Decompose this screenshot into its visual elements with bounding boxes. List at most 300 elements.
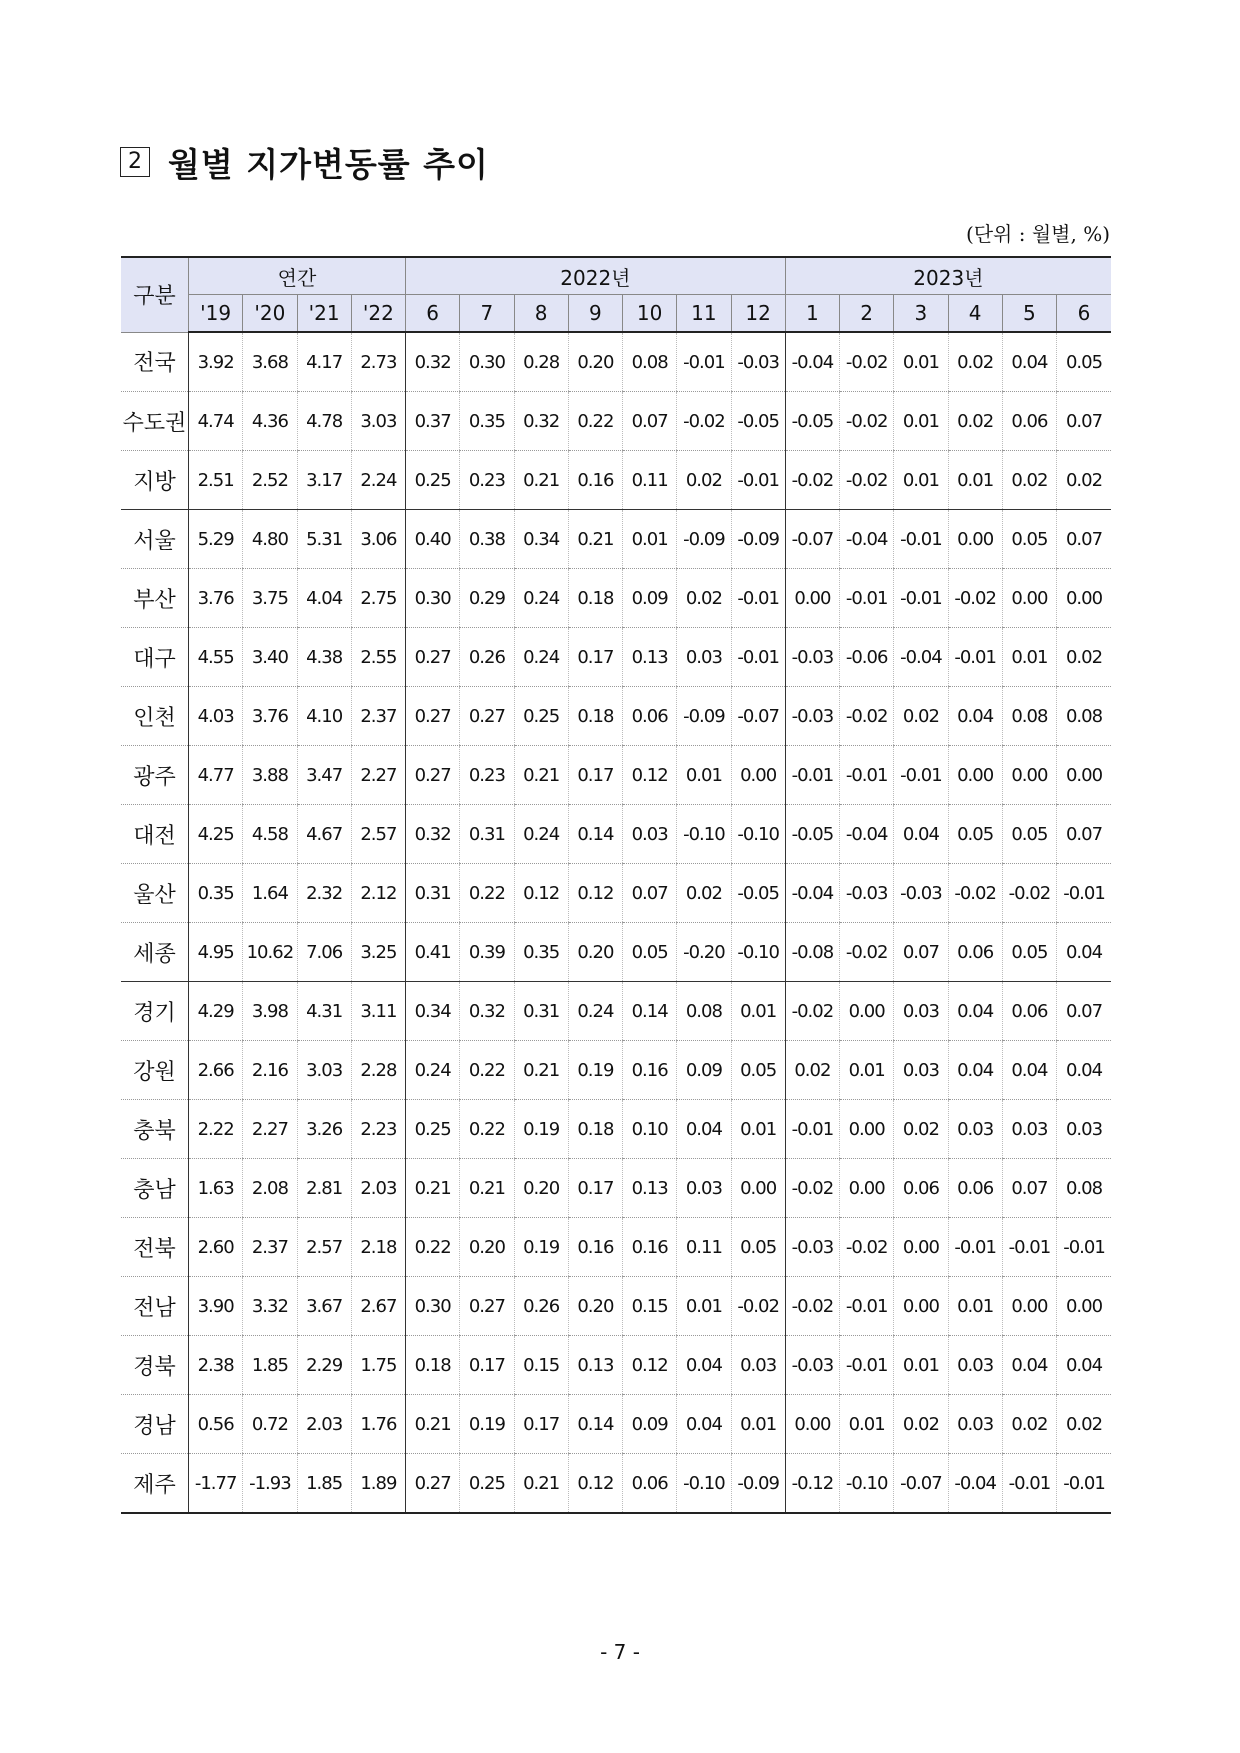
section-number-box: 2: [120, 147, 150, 177]
region-label: 대전: [121, 805, 189, 864]
value-cell: 2.23: [351, 1100, 405, 1159]
value-cell: -0.06: [840, 628, 894, 687]
value-cell: 0.25: [514, 687, 568, 746]
value-cell: 4.03: [189, 687, 243, 746]
value-cell: 2.16: [243, 1041, 297, 1100]
value-cell: 5.29: [189, 510, 243, 569]
table-row: [121, 332, 1111, 392]
value-cell: 0.08: [1057, 1159, 1112, 1218]
value-cell: -0.10: [677, 805, 731, 864]
unit-note: (단위 : 월별, %): [965, 222, 1110, 246]
value-cell: 0.07: [1057, 805, 1112, 864]
value-cell: 0.04: [1002, 1041, 1056, 1100]
value-cell: 0.00: [894, 1277, 948, 1336]
value-cell: 2.24: [351, 451, 405, 510]
value-cell: -0.10: [731, 805, 785, 864]
region-label: 경기: [121, 982, 189, 1041]
value-cell: 0.31: [406, 864, 460, 923]
value-cell: 0.04: [1002, 332, 1056, 392]
value-cell: 0.12: [514, 864, 568, 923]
value-cell: 0.04: [894, 805, 948, 864]
value-cell: 2.28: [351, 1041, 405, 1100]
value-cell: 0.03: [948, 1100, 1002, 1159]
value-cell: -0.01: [1057, 1454, 1112, 1514]
value-cell: 1.63: [189, 1159, 243, 1218]
value-cell: 0.16: [623, 1041, 677, 1100]
value-cell: 0.17: [460, 1336, 514, 1395]
value-cell: -0.01: [840, 746, 894, 805]
value-cell: 0.22: [568, 392, 622, 451]
value-cell: 0.21: [406, 1159, 460, 1218]
value-cell: 0.01: [840, 1041, 894, 1100]
value-cell: -0.04: [785, 864, 839, 923]
value-cell: 0.02: [677, 864, 731, 923]
value-cell: 0.31: [460, 805, 514, 864]
value-cell: -0.02: [677, 392, 731, 451]
value-cell: 0.27: [460, 1277, 514, 1336]
value-cell: 0.14: [623, 982, 677, 1041]
value-cell: 0.14: [568, 1395, 622, 1454]
value-cell: 0.16: [568, 1218, 622, 1277]
subheader-row: [121, 295, 1111, 333]
value-cell: 0.04: [1057, 923, 1112, 982]
value-cell: 0.40: [406, 510, 460, 569]
value-cell: -0.04: [840, 510, 894, 569]
value-cell: 0.22: [460, 1100, 514, 1159]
value-cell: 0.06: [623, 687, 677, 746]
value-cell: -0.01: [677, 332, 731, 392]
value-cell: 0.19: [568, 1041, 622, 1100]
value-cell: 0.35: [189, 864, 243, 923]
value-cell: 0.32: [406, 805, 460, 864]
table-row: [121, 687, 1111, 746]
table-row: [121, 1159, 1111, 1218]
value-cell: -0.05: [785, 805, 839, 864]
value-cell: 0.06: [948, 923, 1002, 982]
value-cell: -0.01: [840, 1277, 894, 1336]
value-cell: 0.02: [894, 1100, 948, 1159]
value-cell: 0.21: [406, 1395, 460, 1454]
value-cell: -0.10: [731, 923, 785, 982]
column-header: 5: [1002, 295, 1056, 333]
value-cell: 0.03: [948, 1336, 1002, 1395]
value-cell: -0.01: [894, 569, 948, 628]
value-cell: 0.07: [894, 923, 948, 982]
value-cell: 4.80: [243, 510, 297, 569]
value-cell: -0.03: [785, 628, 839, 687]
value-cell: 0.34: [406, 982, 460, 1041]
value-cell: 0.06: [948, 1159, 1002, 1218]
value-cell: 0.20: [568, 1277, 622, 1336]
value-cell: 0.01: [840, 1395, 894, 1454]
value-cell: 0.07: [1057, 982, 1112, 1041]
value-cell: -0.04: [948, 1454, 1002, 1514]
value-cell: 0.18: [568, 1100, 622, 1159]
land-price-table: [121, 256, 1111, 1514]
value-cell: 0.02: [1057, 451, 1112, 510]
value-cell: 0.39: [460, 923, 514, 982]
value-cell: 0.01: [677, 746, 731, 805]
value-cell: 0.04: [948, 687, 1002, 746]
value-cell: 0.13: [568, 1336, 622, 1395]
value-cell: 0.18: [568, 569, 622, 628]
value-cell: 0.19: [514, 1100, 568, 1159]
value-cell: 0.01: [948, 1277, 1002, 1336]
value-cell: 2.51: [189, 451, 243, 510]
table-row: [121, 1041, 1111, 1100]
section-title: 월별 지가변동률 추이: [168, 144, 489, 184]
value-cell: 0.02: [677, 451, 731, 510]
value-cell: 0.15: [623, 1277, 677, 1336]
value-cell: 0.05: [1002, 510, 1056, 569]
value-cell: 5.31: [297, 510, 351, 569]
value-cell: -0.09: [731, 1454, 785, 1514]
region-label: 전북: [121, 1218, 189, 1277]
region-label: 충남: [121, 1159, 189, 1218]
value-cell: 0.05: [1002, 805, 1056, 864]
value-cell: -0.08: [785, 923, 839, 982]
value-cell: 0.24: [514, 628, 568, 687]
group-header-annual: 연간: [189, 257, 406, 295]
value-cell: 0.12: [568, 864, 622, 923]
value-cell: 0.31: [514, 982, 568, 1041]
value-cell: 0.03: [948, 1395, 1002, 1454]
value-cell: 0.02: [1002, 451, 1056, 510]
value-cell: 0.07: [1057, 510, 1112, 569]
value-cell: -0.02: [840, 392, 894, 451]
value-cell: 0.20: [568, 923, 622, 982]
value-cell: -0.09: [677, 510, 731, 569]
value-cell: 0.05: [731, 1041, 785, 1100]
value-cell: 0.20: [460, 1218, 514, 1277]
value-cell: 0.27: [406, 687, 460, 746]
value-cell: 4.10: [297, 687, 351, 746]
value-cell: -0.02: [785, 451, 839, 510]
value-cell: 0.24: [514, 569, 568, 628]
value-cell: 0.22: [460, 1041, 514, 1100]
value-cell: 1.85: [243, 1336, 297, 1395]
value-cell: -0.02: [948, 569, 1002, 628]
table-row: [121, 392, 1111, 451]
value-cell: -0.03: [785, 1218, 839, 1277]
column-header: 6: [406, 295, 460, 333]
value-cell: 0.19: [514, 1218, 568, 1277]
value-cell: 0.22: [406, 1218, 460, 1277]
value-cell: -0.05: [785, 392, 839, 451]
value-cell: 0.30: [460, 332, 514, 392]
value-cell: 4.29: [189, 982, 243, 1041]
value-cell: 0.14: [568, 805, 622, 864]
value-cell: -0.02: [948, 864, 1002, 923]
value-cell: 0.15: [514, 1336, 568, 1395]
value-cell: 0.02: [948, 332, 1002, 392]
value-cell: 0.01: [894, 1336, 948, 1395]
category-header: 구분: [121, 257, 189, 332]
value-cell: 0.00: [1002, 746, 1056, 805]
column-header: 2: [840, 295, 894, 333]
value-cell: 0.02: [677, 569, 731, 628]
value-cell: 0.03: [894, 1041, 948, 1100]
value-cell: 0.02: [894, 687, 948, 746]
table-row: [121, 1100, 1111, 1159]
value-cell: 0.04: [1057, 1041, 1112, 1100]
value-cell: 2.03: [297, 1395, 351, 1454]
value-cell: -0.04: [894, 628, 948, 687]
value-cell: 0.01: [731, 1395, 785, 1454]
value-cell: 0.04: [677, 1336, 731, 1395]
value-cell: 1.76: [351, 1395, 405, 1454]
value-cell: 0.06: [623, 1454, 677, 1514]
value-cell: 4.78: [297, 392, 351, 451]
value-cell: 0.05: [1057, 332, 1112, 392]
value-cell: 3.17: [297, 451, 351, 510]
value-cell: -0.02: [785, 1277, 839, 1336]
value-cell: 2.08: [243, 1159, 297, 1218]
value-cell: 3.92: [189, 332, 243, 392]
value-cell: 0.20: [514, 1159, 568, 1218]
value-cell: 3.11: [351, 982, 405, 1041]
value-cell: 0.00: [731, 746, 785, 805]
value-cell: 10.62: [243, 923, 297, 982]
value-cell: 0.27: [406, 746, 460, 805]
value-cell: -0.02: [840, 687, 894, 746]
value-cell: 4.25: [189, 805, 243, 864]
value-cell: 0.17: [568, 746, 622, 805]
value-cell: 0.18: [406, 1336, 460, 1395]
value-cell: 0.21: [514, 746, 568, 805]
value-cell: 2.27: [243, 1100, 297, 1159]
value-cell: 3.03: [297, 1041, 351, 1100]
region-label: 지방: [121, 451, 189, 510]
value-cell: 0.00: [840, 1100, 894, 1159]
value-cell: 0.16: [568, 451, 622, 510]
value-cell: 0.01: [1002, 628, 1056, 687]
value-cell: 4.55: [189, 628, 243, 687]
value-cell: 3.75: [243, 569, 297, 628]
header-group-row: [121, 257, 1111, 295]
value-cell: 0.12: [568, 1454, 622, 1514]
value-cell: 0.13: [623, 1159, 677, 1218]
value-cell: 0.03: [677, 1159, 731, 1218]
value-cell: -0.04: [840, 805, 894, 864]
value-cell: 0.08: [1057, 687, 1112, 746]
column-header: '20: [243, 295, 297, 333]
value-cell: -0.01: [1057, 864, 1112, 923]
value-cell: 0.00: [785, 569, 839, 628]
value-cell: 0.25: [406, 1100, 460, 1159]
value-cell: -0.03: [785, 687, 839, 746]
value-cell: 0.08: [677, 982, 731, 1041]
value-cell: 1.75: [351, 1336, 405, 1395]
value-cell: -0.03: [894, 864, 948, 923]
value-cell: 2.03: [351, 1159, 405, 1218]
value-cell: 0.01: [894, 392, 948, 451]
value-cell: 0.21: [514, 1454, 568, 1514]
value-cell: 0.08: [1002, 687, 1056, 746]
value-cell: 0.38: [460, 510, 514, 569]
value-cell: 0.02: [894, 1395, 948, 1454]
value-cell: 0.25: [460, 1454, 514, 1514]
value-cell: -0.02: [840, 451, 894, 510]
value-cell: 0.22: [460, 864, 514, 923]
value-cell: 0.00: [840, 982, 894, 1041]
value-cell: 0.06: [1002, 392, 1056, 451]
value-cell: 1.89: [351, 1454, 405, 1514]
region-label: 충북: [121, 1100, 189, 1159]
value-cell: 0.00: [840, 1159, 894, 1218]
value-cell: 3.47: [297, 746, 351, 805]
value-cell: 0.00: [1057, 1277, 1112, 1336]
value-cell: 0.04: [1002, 1336, 1056, 1395]
region-label: 울산: [121, 864, 189, 923]
section-heading: [120, 142, 489, 182]
value-cell: -1.93: [243, 1454, 297, 1514]
region-label: 부산: [121, 569, 189, 628]
value-cell: 0.02: [1057, 1395, 1112, 1454]
value-cell: 0.30: [406, 569, 460, 628]
table-row: [121, 628, 1111, 687]
value-cell: 2.22: [189, 1100, 243, 1159]
value-cell: 0.27: [460, 687, 514, 746]
value-cell: 0.00: [1057, 746, 1112, 805]
table-row: [121, 1454, 1111, 1514]
table-row: [121, 805, 1111, 864]
value-cell: 2.81: [297, 1159, 351, 1218]
column-header: 3: [894, 295, 948, 333]
value-cell: 1.64: [243, 864, 297, 923]
value-cell: 0.04: [677, 1100, 731, 1159]
value-cell: -0.01: [948, 628, 1002, 687]
value-cell: 0.19: [460, 1395, 514, 1454]
value-cell: 2.37: [243, 1218, 297, 1277]
value-cell: -0.02: [785, 1159, 839, 1218]
value-cell: 0.04: [1057, 1336, 1112, 1395]
value-cell: 4.58: [243, 805, 297, 864]
value-cell: 0.01: [731, 982, 785, 1041]
value-cell: -0.12: [785, 1454, 839, 1514]
value-cell: 0.26: [460, 628, 514, 687]
value-cell: 0.00: [1002, 569, 1056, 628]
value-cell: 0.01: [948, 451, 1002, 510]
column-header: 7: [460, 295, 514, 333]
value-cell: 3.67: [297, 1277, 351, 1336]
value-cell: 0.05: [623, 923, 677, 982]
value-cell: -0.02: [731, 1277, 785, 1336]
value-cell: -0.01: [731, 451, 785, 510]
value-cell: 0.00: [1002, 1277, 1056, 1336]
value-cell: 4.31: [297, 982, 351, 1041]
value-cell: -0.10: [677, 1454, 731, 1514]
value-cell: 0.17: [568, 1159, 622, 1218]
region-label: 서울: [121, 510, 189, 569]
value-cell: 2.18: [351, 1218, 405, 1277]
value-cell: 0.07: [1002, 1159, 1056, 1218]
value-cell: 0.02: [948, 392, 1002, 451]
value-cell: 0.03: [1002, 1100, 1056, 1159]
value-cell: -0.07: [894, 1454, 948, 1514]
value-cell: 0.05: [948, 805, 1002, 864]
value-cell: -0.02: [785, 982, 839, 1041]
value-cell: 3.98: [243, 982, 297, 1041]
table-row: [121, 569, 1111, 628]
table-row: [121, 1277, 1111, 1336]
region-label: 경남: [121, 1395, 189, 1454]
value-cell: 1.85: [297, 1454, 351, 1514]
column-header: 4: [948, 295, 1002, 333]
value-cell: 4.17: [297, 332, 351, 392]
value-cell: 0.28: [514, 332, 568, 392]
table-row: [121, 510, 1111, 569]
value-cell: 0.34: [514, 510, 568, 569]
value-cell: -0.01: [1057, 1218, 1112, 1277]
value-cell: -0.09: [677, 687, 731, 746]
value-cell: 3.90: [189, 1277, 243, 1336]
value-cell: 2.12: [351, 864, 405, 923]
value-cell: 0.03: [894, 982, 948, 1041]
region-label: 강원: [121, 1041, 189, 1100]
value-cell: 0.08: [623, 332, 677, 392]
value-cell: 0.05: [1002, 923, 1056, 982]
value-cell: 3.06: [351, 510, 405, 569]
value-cell: -0.10: [840, 1454, 894, 1514]
value-cell: 0.24: [406, 1041, 460, 1100]
value-cell: -0.01: [731, 628, 785, 687]
value-cell: 4.04: [297, 569, 351, 628]
value-cell: 0.03: [677, 628, 731, 687]
value-cell: 0.72: [243, 1395, 297, 1454]
value-cell: 2.60: [189, 1218, 243, 1277]
value-cell: 2.66: [189, 1041, 243, 1100]
table-row: [121, 746, 1111, 805]
value-cell: -0.07: [785, 510, 839, 569]
value-cell: -0.05: [731, 864, 785, 923]
value-cell: 2.75: [351, 569, 405, 628]
region-label: 광주: [121, 746, 189, 805]
value-cell: -0.01: [948, 1218, 1002, 1277]
value-cell: -0.02: [840, 332, 894, 392]
value-cell: 0.56: [189, 1395, 243, 1454]
value-cell: 0.09: [677, 1041, 731, 1100]
value-cell: 0.13: [623, 628, 677, 687]
value-cell: 0.02: [785, 1041, 839, 1100]
region-label: 인천: [121, 687, 189, 746]
value-cell: 0.37: [406, 392, 460, 451]
value-cell: 0.32: [406, 332, 460, 392]
value-cell: 0.05: [731, 1218, 785, 1277]
value-cell: 0.03: [623, 805, 677, 864]
value-cell: 2.52: [243, 451, 297, 510]
value-cell: -0.01: [840, 1336, 894, 1395]
group-header-2022: 2022년: [406, 257, 786, 295]
region-label: 수도권: [121, 392, 189, 451]
value-cell: 0.01: [894, 451, 948, 510]
value-cell: 0.27: [406, 1454, 460, 1514]
value-cell: 0.03: [731, 1336, 785, 1395]
value-cell: -0.01: [1002, 1218, 1056, 1277]
column-header: 6: [1057, 295, 1112, 333]
column-header: 10: [623, 295, 677, 333]
page-number: - 7 -: [600, 1640, 640, 1664]
column-header: '19: [189, 295, 243, 333]
value-cell: 3.32: [243, 1277, 297, 1336]
value-cell: 3.76: [189, 569, 243, 628]
region-label: 세종: [121, 923, 189, 982]
value-cell: 0.23: [460, 746, 514, 805]
value-cell: 4.74: [189, 392, 243, 451]
value-cell: 0.21: [460, 1159, 514, 1218]
value-cell: 0.06: [894, 1159, 948, 1218]
value-cell: 0.01: [731, 1100, 785, 1159]
